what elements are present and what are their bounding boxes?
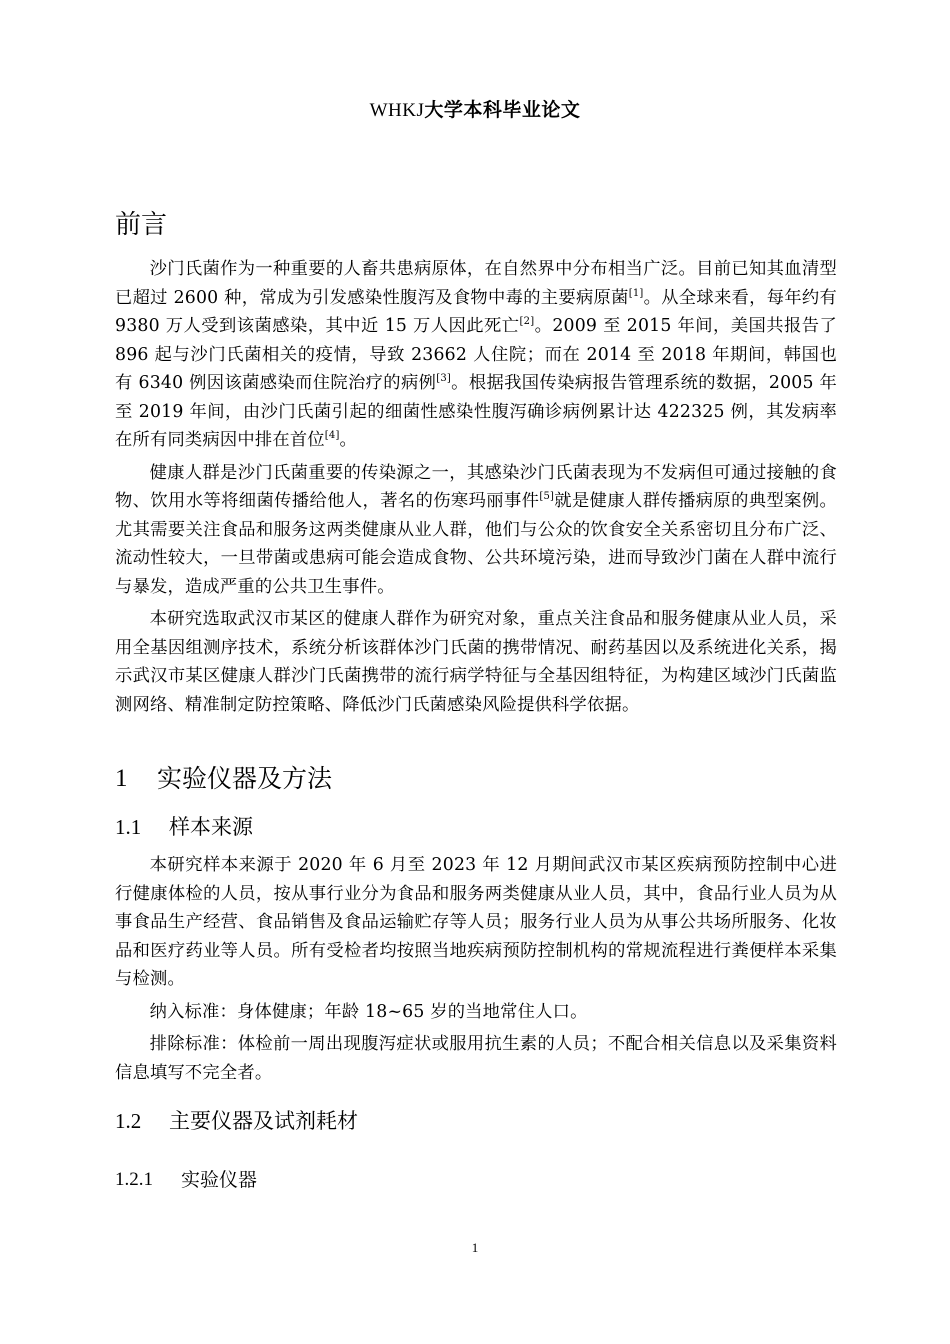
foreword-paragraph-2 xyxy=(115,459,837,602)
section-number: 1.2.1 xyxy=(115,1169,153,1190)
section-title: 主要仪器及试剂耗材 xyxy=(169,1109,358,1133)
section-number: 1.1 xyxy=(115,815,142,839)
citation-ref[interactable]: [4] xyxy=(324,430,340,441)
section-title: 样本来源 xyxy=(169,815,253,839)
section-number: 1.2 xyxy=(115,1109,142,1133)
text-run: 。从全球来看，每年约有 9380 万人受到该菌感染，其中近 15 万人因此死亡 xyxy=(115,287,837,336)
citation-ref[interactable]: [2] xyxy=(519,316,535,327)
section-heading-1-2-1 xyxy=(115,1165,837,1195)
text-run: 健康人群是沙门氏菌重要的传染源之一，其感染沙门氏菌表现为不发病但可通过接触的食物、饮用水等将细菌传播给他人，著名的伤寒玛丽事件 xyxy=(115,462,837,511)
text-run: 。 xyxy=(339,430,358,450)
citation-ref[interactable]: [5] xyxy=(539,491,555,502)
text-run: 沙门氏菌作为一种重要的人畜共患病原体，在自然界中分布相当广泛。目前已知其血清型已超过 2600 种，常成为引发感染性腹泻及食物中毒的主要病原菌 xyxy=(115,259,837,308)
section-heading-1-1 xyxy=(115,811,837,843)
foreword-paragraph-3: 本研究选取武汉市某区的健康人群作为研究对象，重点关注食品和服务健康从业人员，采用全基因组测序技术，系统分析该群体沙门氏菌的携带情况、耐药基因以及系统进化关系，揭示武汉市某区健康人群沙门氏菌携带的流行病学特征与全基因组特征，为构建区域沙门氏菌监测网络、精准制定防控策略、降低沙门氏菌感染风险提供科学依据。 xyxy=(115,609,837,715)
foreword-title: 前言 xyxy=(115,210,168,240)
text-run: 。根据我国传染病报告管理系统的数据，2005 年至 2019 年间，由沙门氏菌引起的细菌性感染性腹泻确诊病例累计达 422325 例，其发病率在所有同类病因中排在首位 xyxy=(115,373,837,450)
section-title: 实验仪器 xyxy=(181,1169,258,1191)
section-number: 1 xyxy=(115,765,128,792)
header-title: 大学本科毕业论文 xyxy=(424,99,581,121)
inclusion-criteria: 纳入标准：身体健康；年龄 18~65 岁的当地常住人口。 xyxy=(149,1001,588,1022)
section-title: 实验仪器及方法 xyxy=(157,764,333,793)
text-run: 。2009 至 2015 年间，美国共报告了 896 起与沙门氏菌相关的疫情，导致 23662 人住院；而在 2014 至 2018 年期间，韩国也有 6340 例因该菌感染而住院治疗的病例 xyxy=(115,316,837,393)
foreword-paragraph-1 xyxy=(115,255,837,455)
sample-source-paragraph: 本研究样本来源于 2020 年 6 月至 2023 年 12 月期间武汉市某区疾病预防控制中心进行健康体检的人员，按从事行业分为食品和服务两类健康从业人员，其中，食品行业人员为从事食品生产经营、食品销售及食品运输贮存等人员；服务行业人员为从事公共场所服务、化妆品和医疗药业等人员。所有受检者均按照当地疾病预防控制机构的常规流程进行粪便样本采集与检测。 xyxy=(115,855,837,989)
text-run: 就是健康人群传播病原的典型案例。尤其需要关注食品和服务这两类健康从业人群，他们与公众的饮食安全关系密切且分布广泛、流动性较大，一旦带菌或患病可能会造成食物、公共环境污染，进而导致沙门菌在人群中流行与暴发，造成严重的公共卫生事件。 xyxy=(115,491,837,597)
citation-ref[interactable]: [3] xyxy=(436,373,452,384)
page-number: 1 xyxy=(471,1240,479,1255)
section-heading-1 xyxy=(115,761,837,797)
document-body xyxy=(115,203,837,1195)
citation-ref[interactable]: [1] xyxy=(628,287,644,299)
header-latin: WHKJ xyxy=(369,100,425,121)
section-heading-1-2 xyxy=(115,1105,837,1137)
exclusion-criteria: 排除标准：体检前一周出现腹泻症状或服用抗生素的人员；不配合相关信息以及采集资料信息填写不完全者。 xyxy=(115,1034,837,1083)
page-header xyxy=(0,95,950,122)
